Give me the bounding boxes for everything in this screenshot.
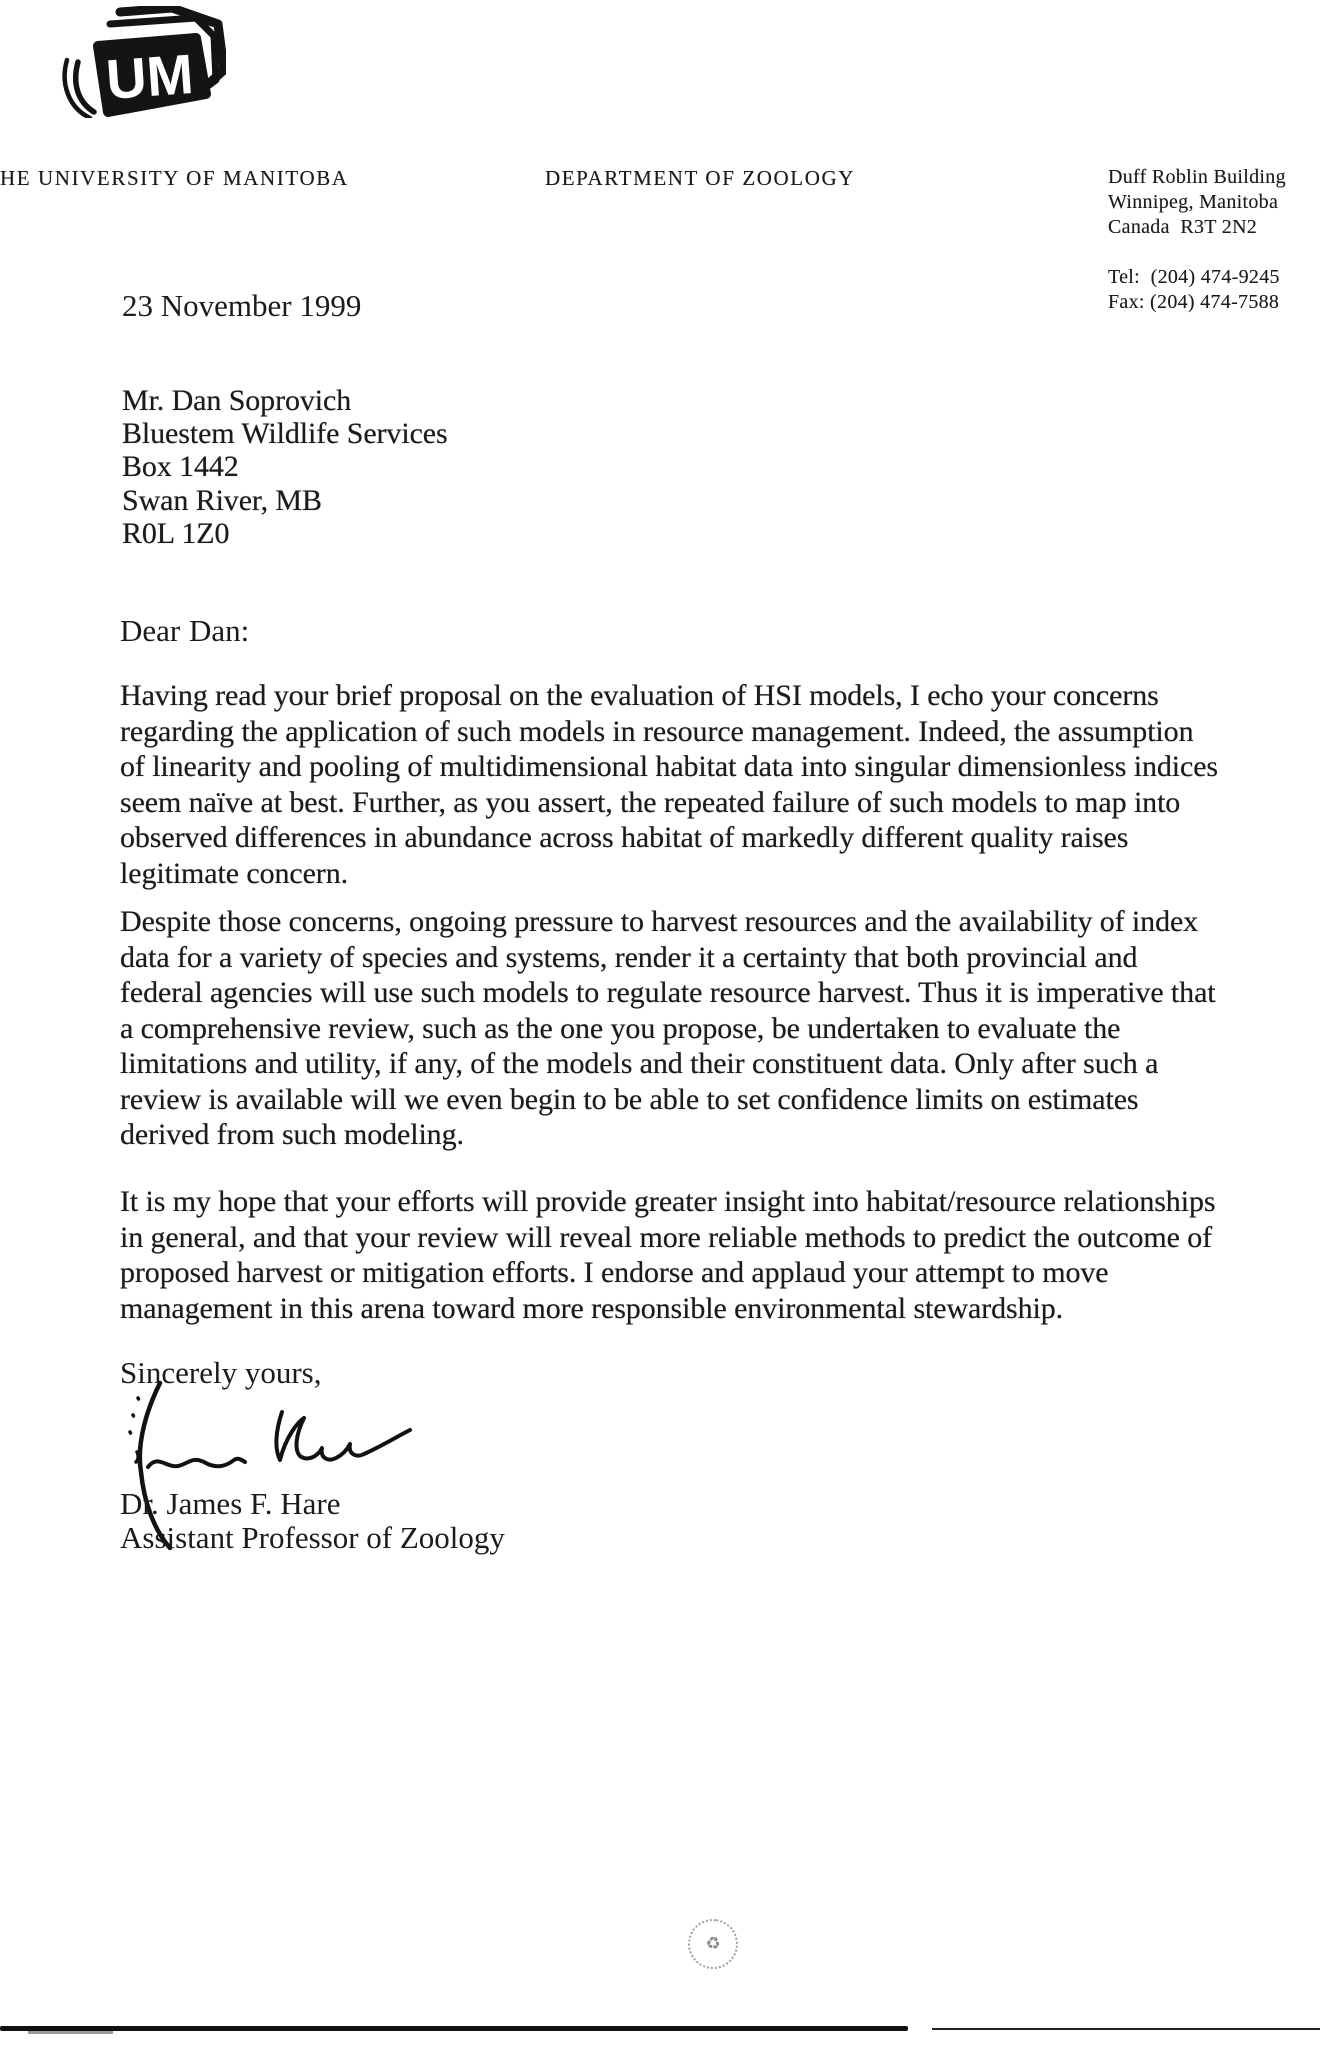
letterhead-address-block xyxy=(1108,165,1286,315)
text-line: proposed harvest or mitigation efforts. I endorse and applaud your attempt to move xyxy=(120,1256,1109,1289)
text-line: management in this arena toward more responsible environmental stewardship. xyxy=(120,1291,1064,1325)
text-line: Swan River, MB xyxy=(122,483,322,517)
text-line: Despite those concerns, ongoing pressure to harvest resources and the availability of index xyxy=(120,905,1199,938)
text-line: seem naïve at best. Further, as you assert, the repeated failure of such models to map into xyxy=(120,785,1181,819)
signer-block xyxy=(120,1487,505,1554)
university-name: HE UNIVERSITY OF MANITOBA xyxy=(0,166,349,190)
text-line: federal agencies will use such models to regulate resource harvest. Thus it is imperative that xyxy=(120,976,1216,1009)
text-line: review is available will we even begin to be able to set confidence limits on estimates xyxy=(120,1082,1139,1116)
um-logo-letters: UM xyxy=(104,42,196,111)
text-line: Having read your brief proposal on the evaluation of HSI models, I echo your concerns xyxy=(120,679,1159,712)
phone-block xyxy=(1108,265,1286,315)
scan-artifact-line-left xyxy=(0,2026,908,2031)
text-line: of linearity and pooling of multidimensional habitat data into singular dimensionless indices xyxy=(120,750,1219,783)
body-paragraph-2 xyxy=(120,904,1320,1153)
recipient-address xyxy=(122,384,448,550)
text-line: It is my hope that your efforts will provide greater insight into habitat/resource relationships xyxy=(120,1185,1216,1218)
text-line: limitations and utility, if any, of the models and their constituent data. Only after such a xyxy=(120,1047,1159,1080)
body-paragraph-3 xyxy=(120,1184,1320,1326)
text-line: observed differences in abundance across habitat of markedly different quality raises xyxy=(120,821,1129,854)
text-line: in general, and that your review will reveal more reliable methods to predict the outcome of xyxy=(120,1220,1213,1254)
text-line: Mr. Dan Soprovich xyxy=(122,384,352,417)
text-line: Winnipeg, Manitoba xyxy=(1108,191,1279,213)
um-logo-graphic xyxy=(46,6,226,118)
department-name: DEPARTMENT OF ZOOLOGY xyxy=(544,166,856,190)
text-line: Box 1442 xyxy=(122,450,239,484)
signer-name: Dr. James F. Hare xyxy=(120,1486,341,1521)
body-paragraph-1 xyxy=(120,678,1320,891)
text-line: legitimate concern. xyxy=(120,856,348,890)
text-line: Canada R3T 2N2 xyxy=(1108,216,1258,238)
date-line: 23 November 1999 xyxy=(122,288,362,323)
signer-title: Assistant Professor of Zoology xyxy=(120,1519,505,1555)
university-of-manitoba-logo xyxy=(46,6,226,123)
text-line: Duff Roblin Building xyxy=(1108,166,1286,188)
seal-stamp xyxy=(685,1916,741,1972)
text-line: a comprehensive review, such as the one you propose, be undertaken to evaluate the xyxy=(120,1011,1121,1045)
text-line: Bluestem Wildlife Services xyxy=(122,417,448,451)
scan-artifact-line-right xyxy=(932,2028,1320,2030)
closing-line: Sincerely yours, xyxy=(120,1355,322,1390)
tel-number: Tel: (204) 474-9245 xyxy=(1108,266,1280,288)
text-line: data for a variety of species and systems, render it a certainty that both provincial and xyxy=(120,940,1138,974)
salutation: Dear Dan: xyxy=(120,613,250,648)
text-line: R0L 1Z0 xyxy=(122,516,230,550)
scan-artifact-smudge xyxy=(28,2031,113,2034)
text-line: regarding the application of such models in resource management. Indeed, the assumption xyxy=(120,714,1194,748)
recycle-seal-icon: ♻ xyxy=(704,1933,722,1955)
text-line: derived from such modeling. xyxy=(120,1118,464,1151)
building-address xyxy=(1108,165,1286,240)
fax-number: Fax: (204) 474-7588 xyxy=(1108,291,1280,313)
